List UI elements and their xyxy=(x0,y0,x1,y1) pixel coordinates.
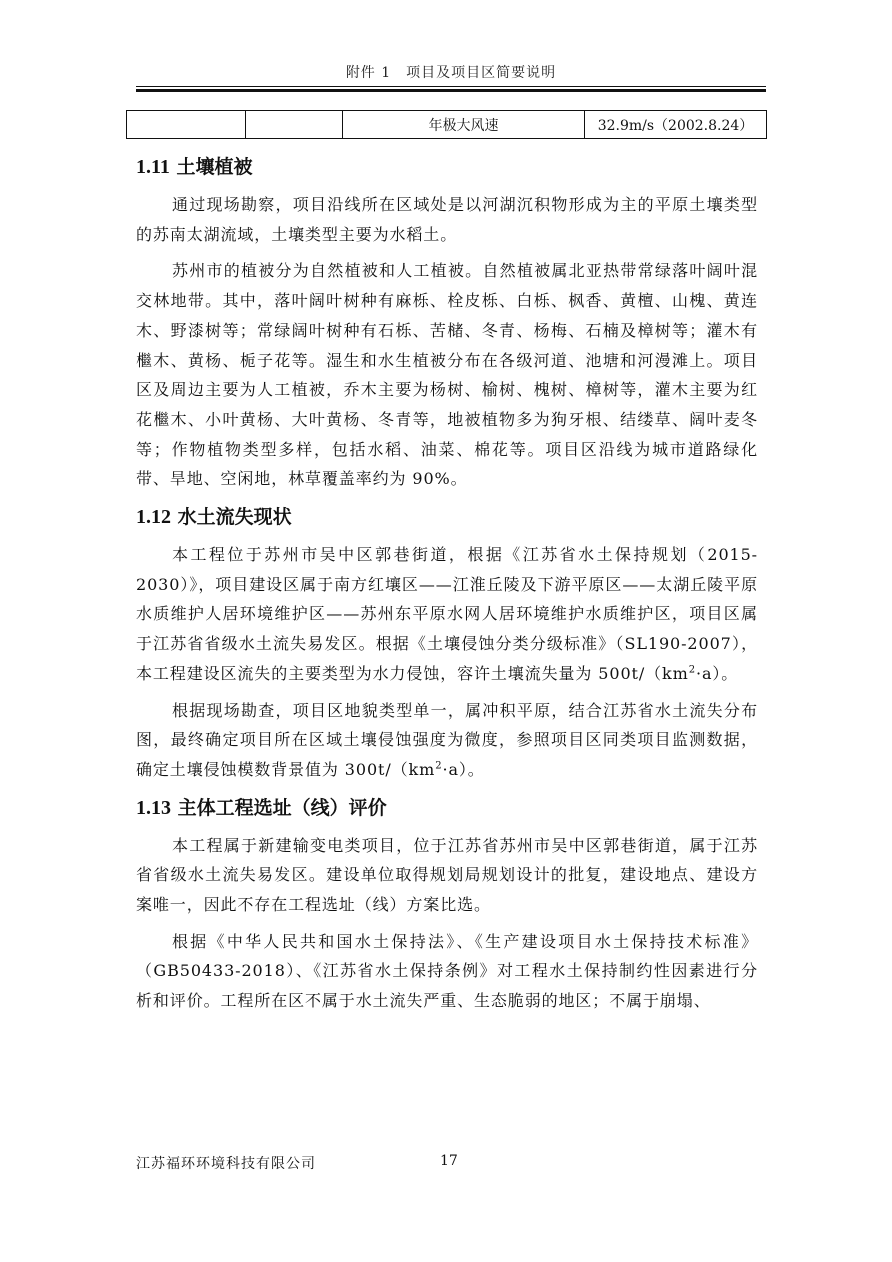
section-title: 主体工程选址（线）评价 xyxy=(177,796,387,819)
section-title: 水土流失现状 xyxy=(177,506,292,529)
continued-table xyxy=(126,110,767,139)
superscript: 2 xyxy=(435,760,443,772)
paragraph-text-tail: ·a）。 xyxy=(695,663,739,683)
paragraph-text: 本工程位于苏州市吴中区郭巷街道，根据《江苏省水土保持规划（2015-2030）》，项目建设区属于南方红壤区——江淮丘陵及下游平原区——太湖丘陵平原水质维护人居环境维护区——苏州东平原水网人居环境维护水质维护区，项目区属于江苏省省级水土流失易发区。根据《土壤侵蚀分类分级标准》（SL190-2007），本工程建设区流失的主要类型为水力侵蚀，容许土壤流失量为 500t/（km xyxy=(136,545,758,683)
section-number: 1.11 xyxy=(136,156,170,178)
paragraph-text: 根据现场勘查，项目区地貌类型单一，属冲积平原，结合江苏省水土流失分布图，最终确定项目所在区域土壤侵蚀强度为微度，参照项目区同类项目监测数据，确定土壤侵蚀模数背景值为 300t/（km xyxy=(136,700,758,779)
header-rule-thin xyxy=(136,86,766,87)
body-content xyxy=(136,148,758,1016)
page-header: 附件 1 项目及项目区简要说明 xyxy=(345,65,557,81)
table-cell xyxy=(246,111,343,139)
paragraph: 通过现场勘察，项目沿线所在区域处是以河湖沉积物形成为主的平原土壤类型的苏南太湖流域，土壤类型主要为水稻土。 xyxy=(136,195,758,244)
superscript: 2 xyxy=(688,664,696,676)
paragraph xyxy=(136,540,758,689)
page-number: 17 xyxy=(440,1153,458,1169)
section-number: 1.12 xyxy=(136,506,171,529)
paragraph: 苏州市的植被分为自然植被和人工植被。自然植被属北亚热带常绿落叶阔叶混交林地带。其中，落叶阔叶树种有麻栎、栓皮栎、白栎、枫香、黄檀、山槐、黄连木、野漆树等；常绿阔叶树种有石栎、苦槠、冬青、杨梅、石楠及樟树等；灌木有檵木、黄杨、栀子花等。湿生和水生植被分布在各级河道、池塘和河漫滩上。项目区及周边主要为人工植被，乔木主要为杨树、榆树、槐树、樟树等，灌木主要为红花檵木、小叶黄杨、大叶黄杨、冬青等，地被植物多为狗牙根、结缕草、阔叶麦冬等；作物植物类型多样，包括水稻、油菜、棉花等。项目区沿线为城市道路绿化带、旱地、空闲地，林草覆盖率约为 90%。 xyxy=(136,261,758,489)
paragraph-text-tail: ·a）。 xyxy=(442,759,485,779)
section-heading-1-11 xyxy=(136,148,758,186)
footer-company: 江苏福环环境科技有限公司 xyxy=(136,1156,316,1172)
table-row xyxy=(127,111,767,139)
paragraph: 根据《中华人民共和国水土保持法》、《生产建设项目水土保持技术标准》（GB50433-2018）、《江苏省水土保持条例》对工程水土保持制约性因素进行分析和评价。工程所在区不属于水土流失严重、生态脆弱的地区；不属于崩塌、 xyxy=(136,931,758,1011)
section-heading-1-13 xyxy=(136,789,758,827)
table-cell-value: 32.9m/s（2002.8.24） xyxy=(585,111,767,139)
section-number: 1.13 xyxy=(136,796,171,819)
paragraph xyxy=(136,696,758,785)
section-title: 土壤植被 xyxy=(176,156,253,178)
header-rule-thick xyxy=(136,89,766,92)
table-cell xyxy=(127,111,246,139)
table-cell-item: 年极大风速 xyxy=(343,111,585,139)
section-heading-1-12 xyxy=(136,498,758,536)
paragraph: 本工程属于新建输变电类项目，位于江苏省苏州市吴中区郭巷街道，属于江苏省省级水土流失易发区。建设单位取得规划局规划设计的批复，建设地点、建设方案唯一，因此不存在工程选址（线）方案比选。 xyxy=(136,835,758,915)
